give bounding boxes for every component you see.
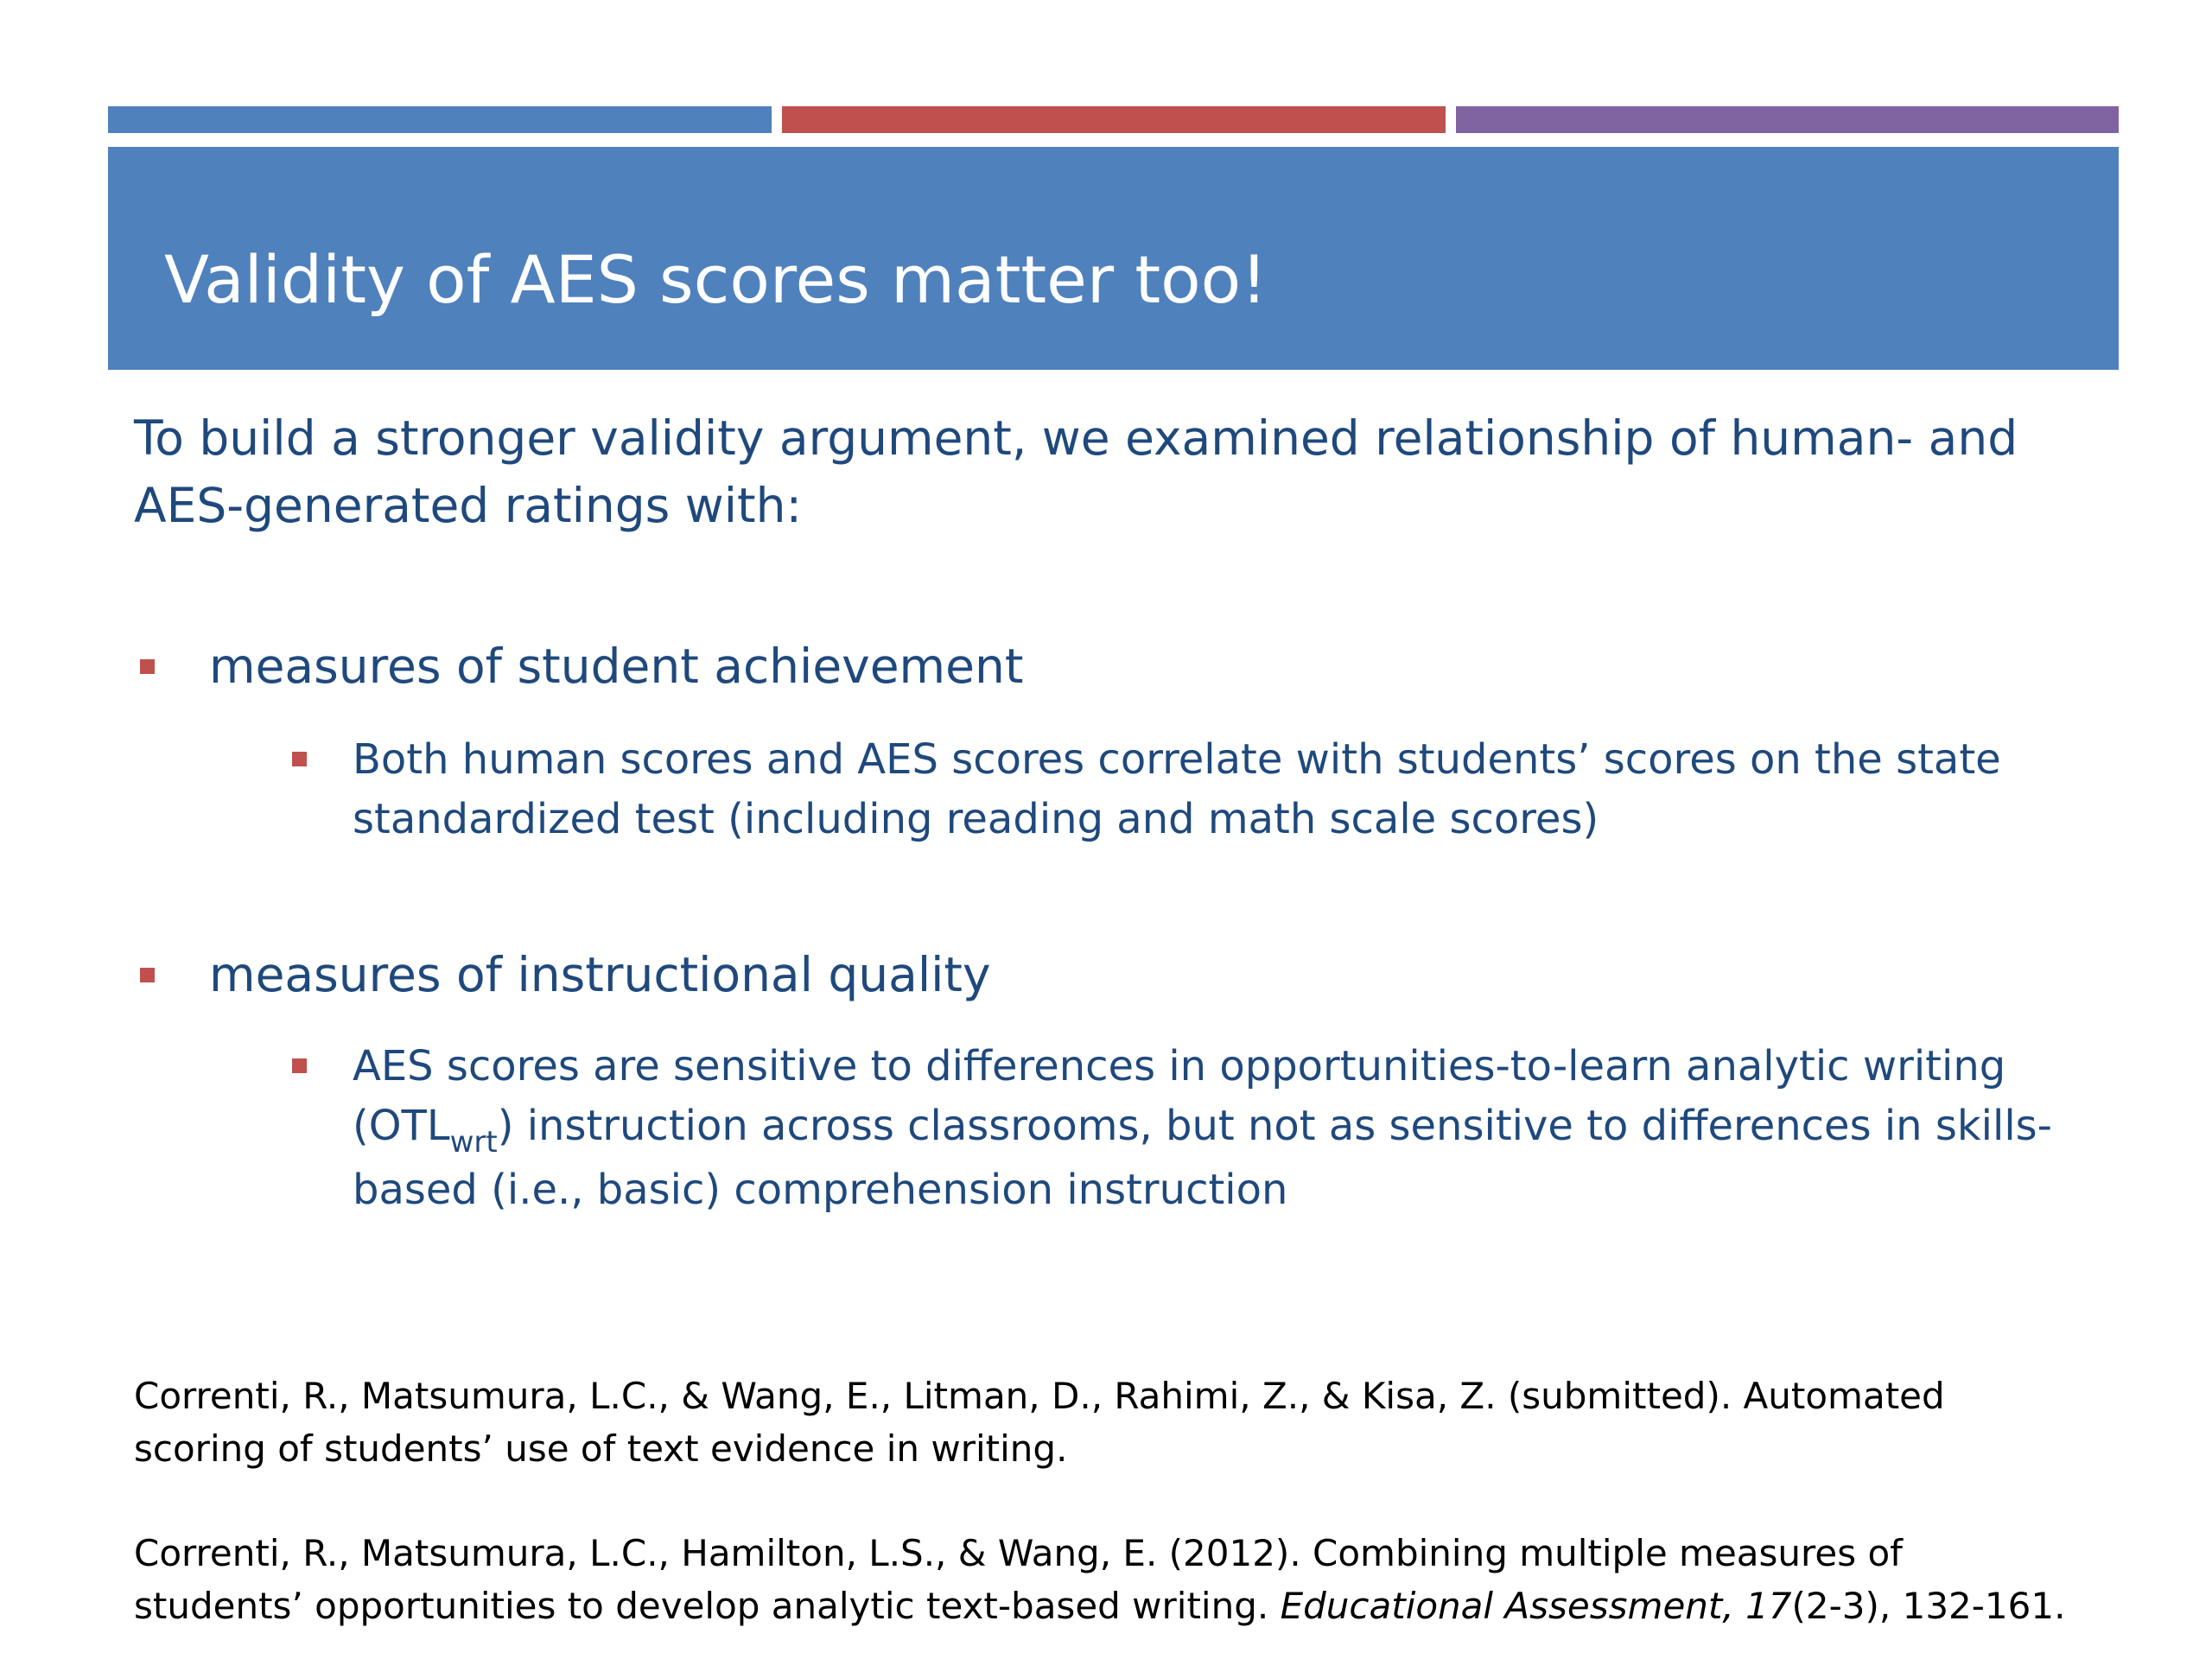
title-bar bbox=[108, 147, 2119, 370]
references bbox=[134, 1527, 2069, 1632]
accent-stripe-blue bbox=[108, 106, 772, 133]
bullet-marker bbox=[140, 659, 155, 674]
reference-volume: 17 bbox=[1745, 1585, 1792, 1627]
bullet-marker bbox=[140, 968, 155, 982]
references bbox=[134, 1370, 2069, 1475]
detail-text: AES scores are sensitive to differences in opportunities-to-learn analytic writing (OTL bbox=[353, 1042, 2006, 1150]
detail-text: ) instruction across classrooms, but not as sensitive to differences in skills-based (i.e., basic) comprehension instruction bbox=[353, 1102, 2052, 1214]
sub-bullet-marker bbox=[292, 1058, 307, 1073]
accent-stripe-red bbox=[782, 106, 1446, 133]
sub-bullet-marker bbox=[292, 752, 307, 766]
section-heading: measures of instructional quality bbox=[209, 947, 991, 1002]
accent-stripe-purple bbox=[1456, 106, 2119, 133]
reference-1: Correnti, R., Matsumura, L.C., & Wang, E., Litman, D., Rahimi, Z., & Kisa, Z. (submitted). Automated scoring of students’ use of text evidence in writing. bbox=[134, 1375, 1945, 1470]
section-detail bbox=[353, 1037, 2063, 1220]
reference-separator: , bbox=[1722, 1585, 1746, 1627]
intro-paragraph: To build a stronger validity argument, we examined relationship of human- and AES-generated ratings with: bbox=[134, 410, 2018, 533]
intro-text bbox=[134, 404, 2069, 539]
reference-text: (2-3), 132-161. bbox=[1791, 1585, 2066, 1627]
reference-text: Correnti, R., Matsumura, L.C., Hamilton, L.S., & Wang, E. (2012). Combining multiple measures of students’ opportunities to develop analytic text-based writing. bbox=[134, 1532, 1903, 1627]
slide-title: Validity of AES scores matter too! bbox=[164, 241, 1268, 318]
section-detail: Both human scores and AES scores correlate with students’ scores on the state standardized test (including reading and math scale scores) bbox=[353, 735, 2001, 843]
reference-2 bbox=[134, 1527, 2069, 1632]
reference-journal: Educational Assessment bbox=[1280, 1585, 1723, 1627]
detail-subscript: wrt bbox=[449, 1125, 498, 1160]
section-heading: measures of student achievement bbox=[209, 639, 1024, 694]
